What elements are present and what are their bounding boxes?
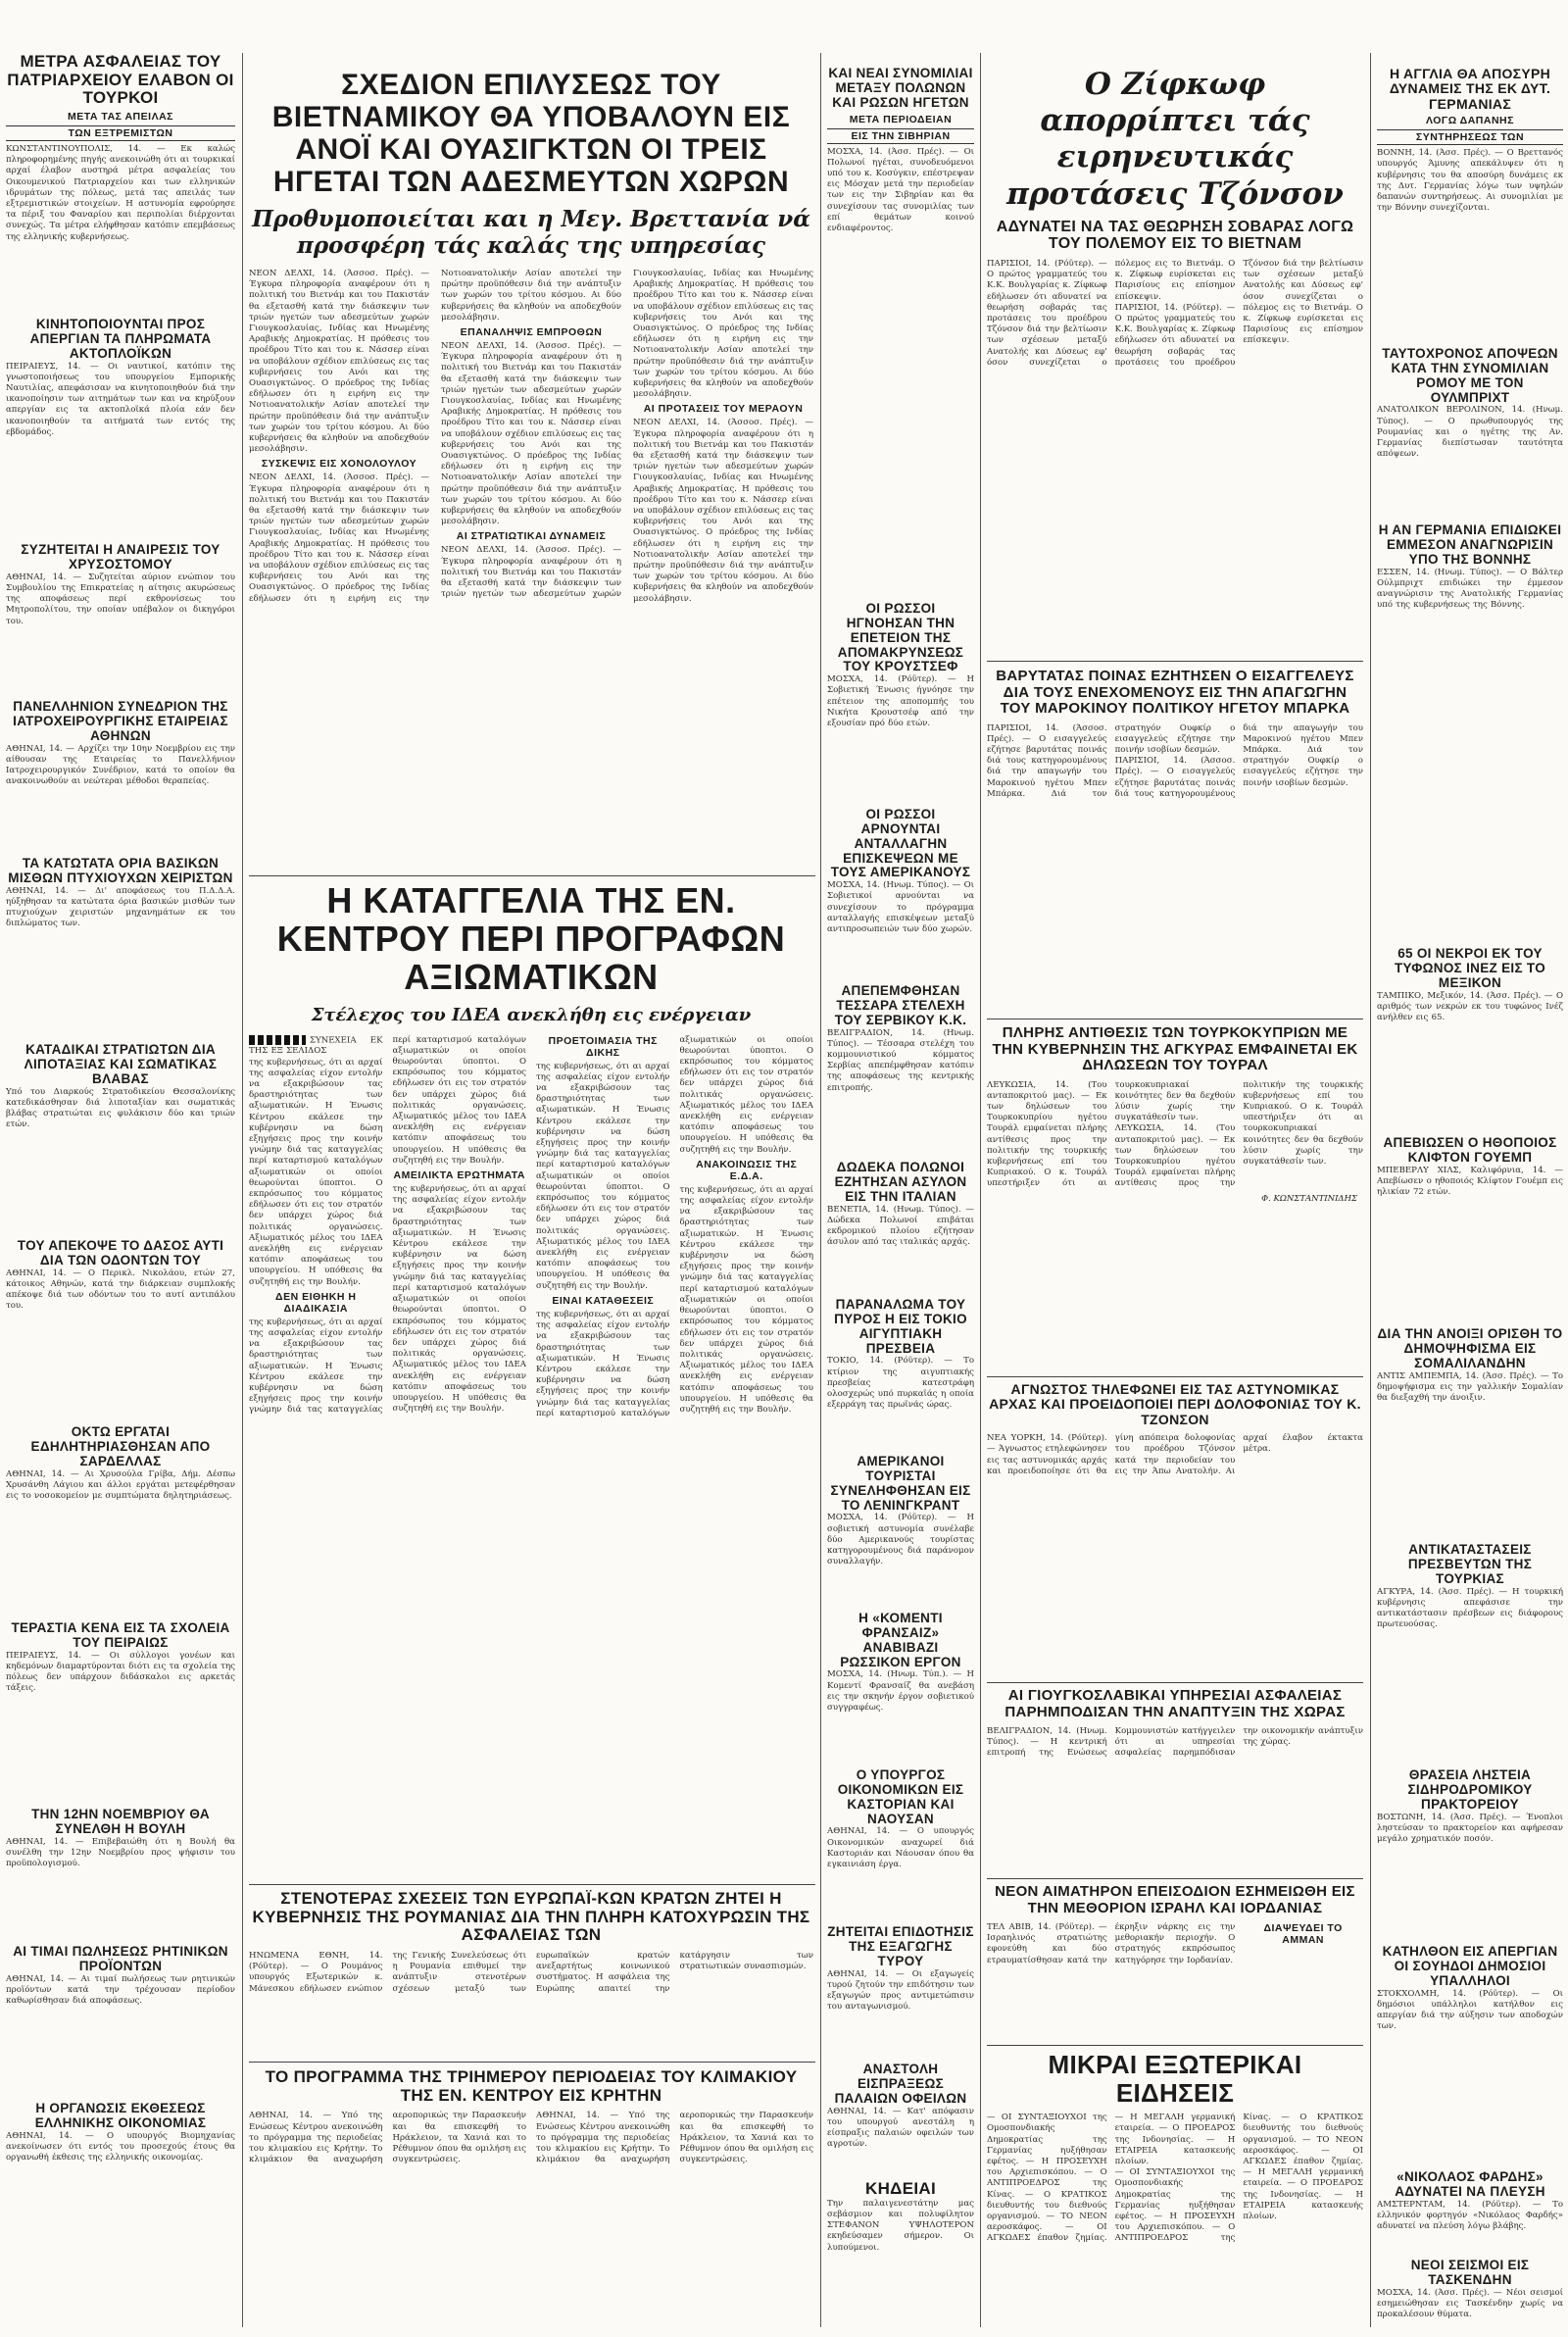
section-rule bbox=[249, 2062, 815, 2063]
section-rule bbox=[987, 2045, 1363, 2046]
subhead: ΔΙΑΨΕΥΔΕΙ ΤΟ ΑΜΜΑΝ bbox=[1263, 1922, 1343, 1946]
story-body: ΑΘΗΝΑΙ, 14. — Αι τιμαί πωλήσεως των ρητινικών προϊόντων κατά την τρέχουσαν περίοδον καθωρίσθησαν διά αποφάσεως. bbox=[6, 1973, 235, 2007]
column-rule bbox=[820, 53, 821, 2327]
story-body: ΑΘΗΝΑΙ, 14. — Αι Χρυσούλα Γρίβα, Δήμ. Δέσπω Χρυσάνθη Λάγιου και άλλοι εργάται μετεφέρθησαν εις το νοσοκομείον με συμπτώματα δηλητηριάσεως. bbox=[6, 1468, 235, 1501]
story-chrysostomos bbox=[6, 543, 235, 690]
headline: ΑΠΕΒΙΩΣΕΝ Ο ΗΘΟΠΟΙΟΣ ΚΛΙΦΤΟΝ ΓΟΥΕΜΠ bbox=[1383, 1136, 1557, 1165]
story-patriarchate bbox=[6, 53, 235, 308]
headline: ΑΜΕΡΙΚΑΝΟΙ ΤΟΥΡΙΣΤΑΙ ΣΥΝΕΛΗΦΘΗΣΑΝ ΕΙΣ ΤΟ ΛΕΝΙΝΓΚΡΑΝΤ bbox=[830, 1455, 971, 1513]
subhead: ΕΙΝΑΙ ΚΑΤΑΘΕΣΕΙΣ bbox=[552, 1294, 655, 1307]
story-body: ΜΟΣΧΑ, 14. (Ρόϋτερ). — Η σοβιετική αστυνομία συνέλαβε δύο Αμερικανούς τουρίστας κατηγορουμένους διά παράνομον συναλλαγήν. bbox=[827, 1513, 974, 1567]
headline: ΚΑΤΑΔΙΚΑΙ ΣΤΡΑΤΙΩΤΩΝ ΔΙΑ ΛΙΠΟΤΑΞΙΑΣ ΚΑΙ ΣΩΜΑΤΙΚΑΣ ΒΛΑΒΑΣ bbox=[24, 1043, 218, 1086]
kicker: ΣΥΝΤΗΡΗΣΕΩΣ ΤΩΝ bbox=[1377, 129, 1563, 145]
story-body: ΝΕΟΝ ΔΕΛΧΙ, 14. (Άσσοσ. Πρές). — Έγκυρα πληροφορία αναφέρουν ότι η πολιτική του Βιετνάμ και του Πακιστάν θα εξετασθή κατά την διάσκεψιν των τριών ηγετών των αδεσμεύτων χωρών Γιουγκοσλαυίας, Ινδίας και Ηνωμένης Αραβικής Δημοκρατίας. Η πρόθεσις του προέδρου Τίτο και του κ. Νάσσερ είναι να υποβάλουν σχέδιον επιλύσεως εις τας κυβερνήσεις του Ανόι και της Ουασιγκτώνος. Ο πρόεδρος της Ινδίας εδήλωσεν ότι η ειρήνη εις την Νοτιοανατολικήν Ασίαν αποτελεί την πρώτην προϋπόθεσιν διά την ανάπτυξιν των χωρών του τρίτου κόσμου. Αι δύο κυβερνήσεις θα κληθούν να αποδεχθούν μεσολάβησιν. bbox=[249, 269, 429, 455]
story-body: της κυβερνήσεως, ότι αι αρχαί της ασφαλείας είχον εντολήν να εξακριβώσουν τας δραστηριότητας των αξιωματικών. Η Ένωσις Κέντρου εκάλεσε την κυβέρνησιν να δώση εξηγήσεις προς την κοινήν γνώμην διά τας καταγγελίας περί καταρτισμού καταλόγων αξιωματικών οι οποίοι θεωρούνται ύποπτοι. Ο εκπρόσωπος του κόμματος εδήλωσεν ότι εις τον στρατόν δεν υπάρχει χώρος διά πολιτικάς οργανώσεις. Αξιωματικός μέλος του ΙΔΕΑ ανεκλήθη εις ενέργειαν κατόπιν αποφάσεως του υπουργείου. Η υπόθεσις θα συζητηθή εις την Βουλήν. bbox=[536, 1034, 813, 1418]
story-body: ΒΕΝΕΤΙΑ, 14. (Ηνωμ. Τύπος). — Δώδεκα Πολωνοί επιβάται εκδρομικού πλοίου εζήτησαν άσυλον από τας ιταλικάς αρχάς. bbox=[827, 1204, 974, 1248]
story-body: ΒΟΝΝΗ, 14. (Άσσ. Πρές). — Ο Βρεττανός υπουργός Άμυνης απεκάλυψεν ότι η κυβέρνησις του θα αποσύρη δυνάμεις εκ της Δυτ. Γερμανίας λόγω των υψηλών δαπανών συντηρήσεως. Αι συνομιλίαι με την Βόννην συνεχίζονται. bbox=[1377, 148, 1563, 214]
story-body: — ΟΙ ΣΥΝΤΑΞΙΟΥΧΟΙ της Ομοσπονδιακής Δημοκρατίας της Γερμανίας ηυξήθησαν εφέτος. — Η ΠΡΟΣΕΥΧΗ του Αρχιεπισκόπου. — Ο ΑΝΤΙΠΡΟΕΔΡΟΣ της Κίνας. — Ο ΚΡΑΤΙΚΟΣ διευθυντής του διεθνούς οργανισμού. — ΤΟ ΝΕΟΝ αεροσκάφος. — ΟΙ ΑΓΚΩΔΕΣ έπαθον ζημίας. — Η ΜΕΓΑΛΗ γερμανική εταιρεία. — Ο ΠΡΟΕΔΡΟΣ της Ινδονησίας. — Η ΕΤΑΙΡΕΙΑ κατασκευής πλοίων. bbox=[1114, 2113, 1363, 2244]
column-rule bbox=[980, 53, 981, 2327]
headline: ΝΕΟΝ ΑΙΜΑΤΗΡΟΝ ΕΠΕΙΣΟΔΙΟΝ ΕΣΗΜΕΙΩΘΗ ΕΙΣ ΤΗΝ ΜΕΘΟΡΙΟΝ ΙΣΡΑΗΛ ΚΑΙ ΙΟΡΔΑΝΙΑΣ bbox=[995, 1884, 1355, 1916]
story-exchange bbox=[827, 808, 974, 974]
headline: ΜΙΚΡΑΙ ΕΞΩΤΕΡΙΚΑΙ ΕΙΔΗΣΕΙΣ bbox=[1048, 2051, 1302, 2108]
headline: ΜΕΤΡΑ ΑΣΦΑΛΕΙΑΣ ΤΟΥ ΠΑΤΡΙΑΡΧΕΙΟΥ ΕΛΑΒΟΝ ΟΙ ΤΟΥΡΚΟΙ bbox=[7, 53, 234, 108]
kicker: ΤΩΝ ΕΞΤΡΕΜΙΣΤΩΝ bbox=[6, 125, 235, 141]
headline: ΑΝΤΙΚΑΤΑΣΤΑΣΕΙΣ ΠΡΕΣΒΕΥΤΩΝ ΤΗΣ ΤΟΥΡΚΙΑΣ bbox=[1407, 1543, 1533, 1586]
story-body: ΝΕΟΝ ΔΕΛΧΙ, 14. (Άσσοσ. Πρές). — Έγκυρα πληροφορία αναφέρουν ότι η πολιτική του Βιετνάμ και του Πακιστάν θα εξετασθή κατά την διάσκεψιν των τριών ηγετών των αδεσμεύτων χωρών Γιουγκοσλαυίας, Ινδίας και Ηνωμένης Αραβικής Δημοκρατίας. Η πρόθεσις του προέδρου Τίτο και του κ. Νάσσερ είναι να υποβάλουν σχέδιον επιλύσεως εις τας κυβερνήσεις του Ανόι και της Ουασιγκτώνος. Ο πρόεδρος της Ινδίας εδήλωσεν ότι η ειρήνη εις την Νοτιοανατολικήν Ασίαν αποτελεί την πρώτην προϋπόθεσιν διά την ανάπτυξιν των χωρών του τρίτου κόσμου. Αι δύο κυβερνήσεις θα κληθούν να αποδεχθούν μεσολάβησιν. bbox=[633, 418, 813, 604]
story-congress bbox=[6, 700, 235, 847]
section-rule bbox=[987, 1682, 1363, 1683]
story-body: της κυβερνήσεως, ότι αι αρχαί της ασφαλείας είχον εντολήν να εξακριβώσουν τας δραστηριότητας των αξιωματικών. Η Ένωσις Κέντρου εκάλεσε την κυβέρνησιν να δώση εξηγήσεις προς την κοινήν γνώμην διά τας καταγγελίας περί καταρτισμού καταλόγων αξιωματικών οι οποίοι θεωρούνται ύποπτοι. Ο εκπρόσωπος του κόμματος εδήλωσεν ότι εις τον στρατόν δεν υπάρχει χώρος διά πολιτικάς οργανώσεις. Αξιωματικός μέλος του ΙΔΕΑ ανεκλήθη εις ενέργειαν κατόπιν αποφάσεως του υπουργείου. Η υπόθεσις θα συζητηθή εις την Βουλήν. bbox=[249, 1057, 383, 1287]
headline: ΤΟ ΠΡΟΓΡΑΜΜΑ ΤΗΣ ΤΡΙΗΜΕΡΟΥ ΠΕΡΙΟΔΕΙΑΣ ΤΟΥ ΚΛΙΜΑΚΙΟΥ ΤΗΣ ΕΝ. ΚΕΝΤΡΟΥ ΕΙΣ ΚΡΗΤΗΝ bbox=[265, 2068, 798, 2105]
story-body: ΛΕΥΚΩΣΙΑ, 14. (Του ανταποκριτού μας). — Εκ των δηλώσεων του Τουρκοκυπρίου ηγέτου Τουράλ εμφαίνεται πλήρης αντίθεσις προς την πολιτικήν της τουρκικής κυβερνήσεως επί του Κυπριακού. Ο κ. Τουράλ υπεστήριξεν ότι αι τουρκοκυπριακαί κοινότητες δεν θα δεχθούν λύσιν χωρίς την συγκατάθεσίν των. bbox=[987, 1079, 1236, 1189]
story-body: ΑΜΣΤΕΡΝΤΑΜ, 14. (Ρόϋτερ). — Το ελληνικόν φορτηγόν «Νικόλαος Φαρδής» αδυνατεί να πλεύση λόγω βλάβης. bbox=[1377, 2199, 1563, 2232]
story-body: της κυβερνήσεως, ότι αι αρχαί της ασφαλείας είχον εντολήν να εξακριβώσουν τας δραστηριότητας των αξιωματικών. Η Ένωσις Κέντρου εκάλεσε την κυβέρνησιν να δώση εξηγήσεις προς την κοινήν γνώμην διά τας καταγγελίας περί καταρτισμού καταλόγων αξιωματικών οι οποίοι θεωρούνται ύποπτοι. Ο εκπρόσωπος του κόμματος εδήλωσεν ότι εις τον στρατόν δεν υπάρχει χώρος διά πολιτικάς οργανώσεις. Αξιωματικός μέλος του ΙΔΕΑ ανεκλήθη εις ενέργειαν κατόπιν αποφάσεως του υπουργείου. Η υπόθεσις θα συζητηθή εις την Βουλήν. bbox=[249, 1034, 526, 1416]
byline: Φ. ΚΩΝΣΤΑΝΤΙΝΙΔΗΣ bbox=[1261, 1193, 1357, 1204]
headline: ΑΙ ΤΙΜΑΙ ΠΩΛΗΣΕΩΣ ΡΗΤΙΝΙΚΩΝ ΠΡΟΪΟΝΤΩΝ bbox=[13, 1945, 228, 1973]
subhead: ΑΙ ΣΤΡΑΤΙΩΤΙΚΑΙ ΔΥΝΑΜΕΙΣ bbox=[456, 530, 607, 543]
story-body: ΑΘΗΝΑΙ, 14. — Υπό της Ενώσεως Κέντρου ανεκοινώθη το πρόγραμμα της περιοδείας του κλιμακίου εις Κρήτην. Το κλιμάκιον θα αναχωρήση αεροπορικώς την Παρασκευήν και θα επισκεφθή το Ηράκλειον, τα Χανιά και το Ρέθυμνον όπου θα ομιλήση εις συγκεντρώσεις. bbox=[249, 2111, 526, 2165]
story-body: ΑΘΗΝΑΙ, 14. — Οι εξαγωγείς τυρού ζητούν την επιδότησιν των εξαγωγών προς αντιμετώπισιν του ανταγωνισμού. bbox=[827, 1968, 974, 2013]
story-funerals bbox=[827, 2180, 974, 2327]
kicker: ΜΕΤΑ ΠΕΡΙΟΔΕΙΑΝ bbox=[849, 113, 953, 125]
subhead: ΑΙ ΠΡΟΤΑΣΕΙΣ ΤΟΥ ΜΕΡΑΟΥΝ bbox=[643, 403, 804, 416]
story-body: ΝΕΟΝ ΔΕΛΧΙ, 14. (Άσσοσ. Πρές). — Έγκυρα πληροφορία αναφέρουν ότι η πολιτική του Βιετνάμ και του Πακιστάν θα εξετασθή κατά την διάσκεψιν των τριών ηγετών των αδεσμεύτων χωρών Γιουγκοσλαυίας, Ινδίας και Ηνωμένης Αραβικής Δημοκρατίας. Η πρόθεσις του προέδρου Τίτο και του κ. Νάσσερ είναι να υποβάλουν σχέδιον επιλύσεως εις τας κυβερνήσεις του Ανόι και της Ουασιγκτώνος. Ο πρόεδρος της Ινδίας εδήλωσεν ότι η ειρήνη εις την Νοτιοανατολικήν Ασίαν αποτελεί την πρώτην προϋπόθεσιν διά την ανάπτυξιν των χωρών του τρίτου κόσμου. Αι δύο κυβερνήσεις θα κληθούν να αποδεχθούν μεσολάβησιν. bbox=[441, 269, 813, 600]
headline: ΠΑΝΕΛΛΗΝΙΟΝ ΣΥΝΕΔΡΙΟΝ ΤΗΣ ΙΑΤΡΟΧΕΙΡΟΥΡΓΙΚΗΣ ΕΤΑΙΡΕΙΑΣ ΑΘΗΝΩΝ bbox=[13, 700, 228, 743]
story-schools bbox=[6, 1621, 235, 1798]
story-body: ΠΑΡΙΣΙΟΙ, 14. (Άσσοσ. Πρές). — Ο εισαγγελεύς εζήτησε βαρυτάτας ποινάς διά τους κατηγορουμένους διά την απαγωγήν του Μαροκινού ηγέτου Μπεν Μπάρκα. Διά τον στρατηγόν Ουφκίρ ο εισαγγελεύς εζήτησε την ποινήν ισοβίων δεσμών. bbox=[987, 722, 1236, 799]
story-finance-minister bbox=[827, 1768, 974, 1915]
headline: ΤΗΝ 12ΗΝ ΝΟΕΜΒΡΙΟΥ ΘΑ ΣΥΝΕΛΘΗ Η ΒΟΥΛΗ bbox=[31, 1808, 210, 1836]
column-right-briefs bbox=[1377, 53, 1563, 2327]
headline: Η ΑΓΓΛΙΑ ΘΑ ΑΠΟΣΥΡΗ ΔΥΝΑΜΕΙΣ ΤΗΣ ΕΚ ΔΥΤ. ΓΕΡΜΑΝΙΑΣ bbox=[1389, 67, 1551, 112]
headline: Η ΑΝ ΓΕΡΜΑΝΙΑ ΕΠΙΔΙΩΚΕΙ ΕΜΜΕΣΟΝ ΑΝΑΓΝΩΡΙΣΙΝ ΥΠΟ ΤΗΣ ΒΟΝΝΗΣ bbox=[1378, 523, 1562, 567]
column-left-briefs bbox=[6, 53, 235, 2327]
headline: Ο Ζίφκωφ απορρίπτει τάς ειρηνευτικάς προτάσεις Τζόνσον bbox=[1006, 67, 1344, 212]
story-body: ΤΟΚΙΟ, 14. (Ρόϋτερ). — Το κτίριον της αιγυπτιακής πρεσβείας κατεστράφη ολοσχερώς υπό πυρκαϊάς η οποία εξερράγη τας πρωϊνάς ώρας. bbox=[827, 1356, 974, 1411]
story-debts bbox=[827, 2063, 974, 2170]
story-body: ΜΟΣΧΑ, 14. (Ρόϋτερ). — Η Σοβιετική Ένωσις ήγνόησε την επέτειον της αποπομπής του Νικήτα Κρουστσέφ από την εξουσίαν πρό δύο ετών. bbox=[827, 674, 974, 729]
story-exhibition bbox=[6, 2102, 235, 2327]
story-poisoning bbox=[6, 1425, 235, 1612]
headline: Η ΚΑΤΑΓΓΕΛΙΑ ΤΗΣ ΕΝ. ΚΕΝΤΡΟΥ ΠΕΡΙ ΠΡΟΓΡΑΦΩΝ ΑΞΙΩΜΑΤΙΚΩΝ bbox=[276, 882, 786, 997]
subhead: ΕΠΑΝΑΛΗΨΙΣ ΕΜΠΡΟΘΩΝ bbox=[460, 326, 603, 339]
story-lead: ΣΥΝΕΧΕΙΑ ΕΚ ΤΗΣ ΕΞ ΣΕΛΙΔΟΣ bbox=[249, 1035, 383, 1057]
headline: ΤΑΥΤΟΧΡΟΝΟΣ ΑΠΟΨΕΩΝ ΚΑΤΑ ΤΗΝ ΣΥΝΟΜΙΛΙΑΝ ΡΟΜΟΥ ΜΕ ΤΟΝ ΟΥΛΜΠΡΙΧΤ bbox=[1382, 347, 1558, 405]
story-poles-asylum bbox=[827, 1161, 974, 1288]
story-wages bbox=[6, 857, 235, 1033]
story-foreign-briefs bbox=[987, 2051, 1363, 2327]
story-body: ΑΓΚΥΡΑ, 14. (Άσσ. Πρές). — Η τουρκική κυβέρνησις απεφάσισε την αντικατάστασιν πρέσβεων εις διάφορους πρωτευούσας. bbox=[1377, 1586, 1563, 1630]
story-clifton-webb bbox=[1377, 1136, 1563, 1313]
story-body: ΣΤΟΚΧΟΛΜΗ, 14. (Ρόϋτερ). — Οι δημόσιοι υπάλληλοι κατήλθον εις απεργίαν διά την αύξησιν των αποδοχών των. bbox=[1377, 1988, 1563, 2032]
headline: ΤΟΥ ΑΠΕΚΟΨΕ ΤΟ ΔΑΣΟΣ ΑΥΤΙ ΔΙΑ ΤΩΝ ΟΔΟΝΤΩΝ ΤΟΥ bbox=[17, 1239, 224, 1268]
story-earthquake bbox=[1377, 2259, 1563, 2327]
headline: ΣΥΖΗΤΕΙΤΑΙ Η ΑΝΑΙΡΕΣΙΣ ΤΟΥ ΧΡΥΣΟΣΤΟΜΟΥ bbox=[21, 543, 220, 572]
story-body: ΑΘΗΝΑΙ, 14. — Αρχίζει την 10ην Νοεμβρίου εις την αίθουσαν της Εταιρείας το Πανελλήνιον Ιατροχειρουργικόν Συνέδριον, κατά το οποίον θα ανακοινωθούν αι νεώτεραι μέθοδοι θεραπείας. bbox=[6, 743, 235, 787]
story-court-martial bbox=[6, 1043, 235, 1229]
headline: ΑΓΝΩΣΤΟΣ ΤΗΛΕΦΩΝΕΙ ΕΙΣ ΤΑΣ ΑΣΤΥΝΟΜΙΚΑΣ ΑΡΧΑΣ ΚΑΙ ΠΡΟΕΙΔΟΠΟΙΕΙ ΠΕΡΙ ΔΟΛΟΦΟΝΙΑΣ ΤΟΥ Κ. ΤΖΟΝΣΟΝ bbox=[989, 1382, 1361, 1427]
kicker: ΛΟΓΩ ΔΑΠΑΝΗΣ bbox=[1426, 115, 1514, 127]
story-body: ΠΑΡΙΣΙΟΙ, 14. (Ρόϋτερ). — Ο πρώτος γραμματεύς του Κ.Κ. Βουλγαρίας κ. Ζίφκωφ εδήλωσεν ότι αδυνατεί να θεωρήση σοβαράς τας προτάσεις του προέδρου Τζόνσον διά την βελτίωσιν των σχέσεων μεταξύ Ανατολής και Δύσεως εφ' όσον συνεχίζεται ο πόλεμος εις το Βιετνάμ. Ο κ. Ζίφκωφ ευρίσκεται εις Παρισίους εις επίσημον επίσκεψιν. bbox=[987, 258, 1236, 368]
headline: ΠΑΡΑΝΑΛΩΜΑ ΤΟΥ ΠΥΡΟΣ Η ΕΙΣ ΤΟΚΙΟ ΑΙΓΥΠΤΙΑΚΗ ΠΡΕΣΒΕΙΑ bbox=[834, 1298, 967, 1356]
story-body: ΑΘΗΝΑΙ, 14. — Κατ' απόφασιν του υπουργού ανεστάλη η είσπραξις παλαιών οφειλών των αγροτών. bbox=[827, 2106, 974, 2150]
headline: ΑΠΕΠΕΜΦΘΗΣΑΝ ΤΕΣΣΑΡΑ ΣΤΕΛΕΧΗ ΤΟΥ ΣΕΡΒΙΚΟΥ Κ.Κ. bbox=[834, 984, 967, 1027]
headline: ΔΙΑ ΤΗΝ ΑΝΟΙΞΙ ΟΡΙΣΘΗ ΤΟ ΔΗΜΟΨΗΦΙΣΜΑ ΕΙΣ ΣΟΜΑΛΙΛΑΝΔΗΝ bbox=[1377, 1327, 1563, 1370]
headline: ΝΕΟΙ ΣΕΙΣΜΟΙ ΕΙΣ ΤΑΣΚΕΝΔΗΝ bbox=[1410, 2259, 1530, 2287]
story-center-union bbox=[249, 882, 813, 1882]
story-swedish-strike bbox=[1377, 1945, 1563, 2141]
headline: ΔΩΔΕΚΑ ΠΟΛΩΝΟΙ ΕΖΗΤΗΣΑΝ ΑΣΥΛΟΝ ΕΙΣ ΤΗΝ ΙΤΑΛΙΑΝ bbox=[834, 1161, 967, 1204]
story-body: ΚΩΝΣΤΑΝΤΙΝΟΥΠΟΛΙΣ, 14. — Εκ καλώς πληροφορημένης πηγής ανεκοινώθη ότι αι τουρκικαί αρχαί έλαβον αυστηρά μέτρα ασφαλείας του Οικουμενικού Πατριαρχείου και των ελληνικών ιδρυμάτων της πόλεως, μετά τας απειλάς των εξτρεμιστικών στοιχείων. Η αστυνομία εφρούρησε τα πέριξ του Φαναρίου και περιπολίαι διέρχονται συνεχώς. Τα μέτρα ελήφθησαν κατόπιν επεμβάσεως της ελληνικής κυβερνήσεως. bbox=[6, 144, 235, 242]
story-ben-barka bbox=[987, 669, 1363, 1012]
headline: ΒΑΡΥΤΑΤΑΣ ΠΟΙΝΑΣ ΕΖΗΤΗΣΕΝ Ο ΕΙΣΑΓΓΕΛΕΥΣ ΔΙΑ ΤΟΥΣ ΕΝΕΧΟΜΕΝΟΥΣ ΕΙΣ ΤΗΝ ΑΠΑΓΩΓΗΝ ΤΟΥ ΜΑΡΟΚΙΝΟΥ ΠΟΛΙΤΙΚΟΥ ΗΓΕΤΟΥ ΜΠΑΡΚΑ bbox=[996, 669, 1354, 717]
headline: «ΝΙΚΟΛΑΟΣ ΦΑΡΔΗΣ» ΑΔΥΝΑΤΕΙ ΝΑ ΠΛΕΥΣΗ bbox=[1395, 2170, 1545, 2199]
story-body: ΜΠΕΒΕΡΛΥ ΧΙΛΣ, Καλιφόρνια, 14. — Απεβίωσεν ο ηθοποιός Κλίφτον Γουέμπ εις ηλικίαν 72 ετών. bbox=[1377, 1165, 1563, 1198]
column-rule bbox=[1370, 53, 1371, 2327]
headline: ΣΧΕΔΙΟΝ ΕΠΙΛΥΣΕΩΣ ΤΟΥ ΒΙΕΤΝΑΜΙΚΟΥ ΘΑ ΥΠΟΒΑΛΟΥΝ ΕΙΣ ΑΝΟΪ ΚΑΙ ΟΥΑΣΙΓΚΤΩΝ ΟΙ ΤΡΕΙΣ ΗΓΕΤΑΙ ΤΩΝ ΑΔΕΣΜΕΥΤΩΝ ΧΩΡΩΝ bbox=[271, 69, 791, 198]
subhead: ΑΜΕΙΛΙΚΤΑ ΕΡΩΤΗΜΑΤΑ bbox=[393, 1169, 525, 1182]
subheadline: Στέλεχος του ΙΔΕΑ ανεκλήθη εις ενέργειαν bbox=[311, 1004, 752, 1025]
story-leningrad bbox=[827, 1455, 974, 1602]
headline: ΖΗΤΕΙΤΑΙ ΕΠΙΔΟΤΗΣΙΣ ΤΗΣ ΕΞΑΓΩΓΗΣ ΤΥΡΟΥ bbox=[827, 1925, 974, 1968]
story-body: ΜΟΣΧΑ, 14. (Άσσ. Πρές). — Νέοι σεισμοί εσημειώθησαν εις Τασκένδην χωρίς να προκαλέσουν θύματα. bbox=[1377, 2287, 1563, 2320]
story-body: ΒΕΛΙΓΡΑΔΙΟΝ, 14. (Ηνωμ. Τύπος). — Τέσσαρα στελέχη του κομμουνιστικού κόμματος Σερβίας απεπέμφθησαν κατόπιν της αποφάσεως της κεντρικής επιτροπής. bbox=[827, 1027, 974, 1093]
story-israel-jordan bbox=[987, 1884, 1363, 2041]
story-body: ΝΕΟΝ ΔΕΛΧΙ, 14. (Άσσοσ. Πρές). — Έγκυρα πληροφορία αναφέρουν ότι η πολιτική του Βιετνάμ και του Πακιστάν θα εξετασθή κατά την διάσκεψιν των τριών ηγετών των αδεσμεύτων χωρών Γιουγκοσλαυίας, Ινδίας και Ηνωμένης Αραβικής Δημοκρατίας. Η πρόθεσις του προέδρου Τίτο και του κ. Νάσσερ είναι να υποβάλουν σχέδιον επιλύσεως εις τας κυβερνήσεις του Ανόι και της Ουασιγκτώνος. Ο πρόεδρος της Ινδίας εδήλωσεν ότι η ειρήνη εις την Νοτιοανατολικήν Ασίαν αποτελεί την πρώτην προϋπόθεσιν διά την ανάπτυξιν των χωρών του τρίτου κόσμου. Αι δύο κυβερνήσεις θα κληθούν να αποδεχθούν μεσολάβησιν. bbox=[441, 341, 621, 527]
story-east-germany bbox=[1377, 523, 1563, 720]
headline: ΠΛΗΡΗΣ ΑΝΤΙΘΕΣΙΣ ΤΩΝ ΤΟΥΡΚΟΚΥΠΡΙΩΝ ΜΕ ΤΗΝ ΚΥΒΕΡΝΗΣΙΝ ΤΗΣ ΑΓΚΥΡΑΣ ΕΜΦΑΙΝΕΤΑΙ ΕΚ ΔΗΛΩΣΕΩΝ ΤΟΥ ΤΟΥΡΑΛ bbox=[992, 1025, 1358, 1073]
story-body: ΑΘΗΝΑΙ, 14. — Συζητείται αύριον ενώπιον του Συμβουλίου της Επικρατείας η αίτησις ακυρώσεως της αποφάσεως περί εκθρονίσεως του Μητροπολίτου, την οποίαν υπέβαλον οι δικηγόροι του. bbox=[6, 572, 235, 626]
section-rule bbox=[987, 661, 1363, 662]
headline: ΤΕΡΑΣΤΙΑ ΚΕΝΑ ΕΙΣ ΤΑ ΣΧΟΛΕΙΑ ΤΟΥ ΠΕΙΡΑΙΩΣ bbox=[11, 1621, 230, 1650]
story-body: της κυβερνήσεως, ότι αι αρχαί της ασφαλείας είχον εντολήν να εξακριβώσουν τας δραστηριότητας των αξιωματικών. Η Ένωσις Κέντρου εκάλεσε την κυβέρνησιν να δώση εξηγήσεις προς την κοινήν γνώμην διά τας καταγγελίας περί καταρτισμού καταλόγων αξιωματικών οι οποίοι θεωρούνται ύποπτοι. Ο εκπρόσωπος του κόμματος εδήλωσεν ότι εις τον στρατόν δεν υπάρχει χώρος διά πολιτικάς οργανώσεις. Αξιωματικός μέλος του ΙΔΕΑ ανεκλήθη εις ενέργειαν κατόπιν αποφάσεως του υπουργείου. Η υπόθεσις θα συζητηθή εις την Βουλήν. bbox=[536, 1061, 670, 1291]
story-body: ΑΘΗΝΑΙ, 14. — Ο υπουργός Βιομηχανίας ανεκοίνωσεν ότι εντός του προσεχούς έτους θα οργανωθή έκθεσις της ελληνικής οικονομίας. bbox=[6, 2130, 235, 2163]
kicker: ΕΙΣ ΤΗΝ ΣΙΒΗΡΙΑΝ bbox=[827, 128, 974, 144]
story-polish-soviet bbox=[827, 67, 974, 331]
story-comedie bbox=[827, 1612, 974, 1759]
story-turkish-cypriots bbox=[987, 1025, 1363, 1368]
headline: ΚΗΔΕΙΑΙ bbox=[865, 2180, 936, 2198]
story-somaliland bbox=[1377, 1327, 1563, 1523]
headline: 65 ΟΙ ΝΕΚΡΟΙ ΕΚ ΤΟΥ ΤΥΦΩΝΟΣ ΙΝΕΖ ΕΙΣ ΤΟ ΜΕΞΙΚΟΝ bbox=[1394, 947, 1546, 990]
story-robbery bbox=[1377, 1768, 1563, 1925]
story-body: Την παλαιγενεστάτην μας σεβάσμιον και πολυφίλητον ΣΤΕΦΑΝΟΝ ΥΨΗΛΟΤΕΡΟΝ εκηδεύσαμεν σήμερον. Οι λυπούμενοι. bbox=[827, 2198, 974, 2253]
subhead: ΔΕΝ ΕΙΘΗΚΗ Η ΔΙΑΔΙΚΑΣΙΑ bbox=[275, 1290, 357, 1315]
story-vietnam bbox=[249, 69, 813, 872]
kicker: ΜΕΤΑ ΤΑΣ ΑΠΕΙΛΑΣ bbox=[68, 111, 173, 124]
story-body: ΑΘΗΝΑΙ, 14. — Ο υπουργός Οικονομικών αναχωρεί διά Καστοριάν και Νάουσαν όπου θα εγκαινιάση έργα. bbox=[827, 1826, 974, 1869]
headline: ΑΙ ΓΙΟΥΓΚΟΣΛΑΒΙΚΑΙ ΥΠΗΡΕΣΙΑΙ ΑΣΦΑΛΕΙΑΣ ΠΑΡΗΜΠΟΔΙΣΑΝ ΤΗΝ ΑΝΑΠΤΥΞΙΝ ΤΗΣ ΧΩΡΑΣ bbox=[1004, 1688, 1346, 1720]
section-rule bbox=[987, 1878, 1363, 1879]
story-body: ΑΝΤΙΣ ΑΜΠΕΜΠΑ, 14. (Άσσ. Πρές). — Το δημοψήφισμα εις την γαλλικήν Σομαλίαν θα διεξαχθή την άνοιξιν. bbox=[1377, 1370, 1563, 1403]
story-zhivkov bbox=[987, 67, 1363, 655]
story-tokyo-fire bbox=[827, 1298, 974, 1445]
story-body: ΑΘΗΝΑΙ, 14. — Ο Περικλ. Νικολάου, ετών 27, κάτοικος Αθηνών, κατά την διάρκειαν συμπλοκής απέκοψε διά των οδόντων του το αυτί αντιπάλου του. bbox=[6, 1268, 235, 1312]
story-ulbricht bbox=[1377, 347, 1563, 504]
story-ear-bite bbox=[6, 1239, 235, 1416]
dropcap-ornament bbox=[249, 1035, 306, 1045]
story-ambassadors bbox=[1377, 1543, 1563, 1739]
story-ferry-strike bbox=[6, 318, 235, 533]
story-uk-troops bbox=[1377, 67, 1563, 331]
story-body: ΠΕΙΡΑΙΕΥΣ, 14. — Οι ναυτικοί, κατόπιν της γνωστοποιήσεως του υπουργείου Εμπορικής Ναυτιλίας, απεφάσισαν να κινητοποιηθούν διά την ικανοποίησιν των αιτημάτων των και να κηρύξουν απεργίαν εις τα ακτοπλοϊκά πλοία εάν δεν ικανοποιηθούν τα αιτήματά των εντός της εβδομάδος. bbox=[6, 361, 235, 437]
story-body: ΜΟΣΧΑ, 14. (Ηνωμ. Τύπ.). — Η Κομεντί Φρανσαίζ θα ανεβάση εις την σκηνήν έργον σοβιετικού συγγραφέως. bbox=[827, 1669, 974, 1713]
story-body: ΜΟΣΧΑ, 14. (Ηνωμ. Τύπος). — Οι Σοβιετικοί αρνούνται να συνεχίσουν το πρόγραμμα ανταλλαγής επισκέψεων μεταξύ αντιπροσωπειών των δύο χωρών. bbox=[827, 880, 974, 935]
story-body: της κυβερνήσεως, ότι αι αρχαί της ασφαλείας είχον εντολήν να εξακριβώσουν τας δραστηριότητας των αξιωματικών. Η Ένωσις Κέντρου εκάλεσε την κυβέρνησιν να δώση εξηγήσεις προς την κοινήν γνώμην διά τας καταγγελίας περί καταρτισμού καταλόγων αξιωματικών οι οποίοι θεωρούνται ύποπτοι. Ο εκπρόσωπος του κόμματος εδήλωσεν ότι εις τον στρατόν δεν υπάρχει χώρος διά πολιτικάς οργανώσεις. Αξιωματικός μέλος του ΙΔΕΑ ανεκλήθη εις ενέργειαν κατόπιν αποφάσεως του υπουργείου. Η υπόθεσις θα συζητηθή εις την Βουλήν. bbox=[392, 1184, 526, 1415]
headline: ΟΙ ΡΩΣΣΟΙ ΑΡΝΟΥΝΤΑΙ ΑΝΤΑΛΛΑΓΗΝ ΕΠΙΣΚΕΨΕΩΝ ΜΕ ΤΟΥΣ ΑΜΕΡΙΚΑΝΟΥΣ bbox=[830, 808, 971, 880]
column-rule bbox=[242, 53, 243, 2327]
story-romania bbox=[249, 1890, 813, 2057]
story-body: ΑΝΑΤΟΛΙΚΟΝ ΒΕΡΟΛΙΝΟΝ, 14. (Ηνωμ. Τύπος). — Ο πρωθυπουργός της Ρουμανίας και ο ηγέτης της Αν. Γερμανίας διεπίστωσαν ταυτότητα απόψεων. bbox=[1377, 405, 1563, 460]
story-yugoslav-security bbox=[987, 1688, 1363, 1874]
column-foreign-briefs bbox=[827, 53, 974, 2327]
story-body: ΝΕΑ ΥΟΡΚΗ, 14. (Ρόϋτερ). — Άγνωστος ετηλεφώνησεν εις τας αστυνομικάς αρχάς και προειδοποίησε ότι θα γίνη απόπειρα δολοφονίας του προέδρου Τζόνσον κατά την περιοδείαν του εις την Άπω Ανατολήν. Αι αρχαί έλαβον έκτακτα μέτρα. bbox=[987, 1433, 1363, 1476]
story-khrushchev bbox=[827, 602, 974, 798]
story-cheese bbox=[827, 1925, 974, 2053]
story-body: ΑΘΗΝΑΙ, 14. — Δι' αποφάσεως του Π.Δ.Δ.Α. ηύξηθησαν τα κατώτατα όρια βασικών μισθών των πτυχιούχων χειριστών μηχανημάτων εκ του διπλώματος των. bbox=[6, 885, 235, 929]
section-rule bbox=[249, 875, 815, 876]
story-body: ΑΘΗΝΑΙ, 14. — Υπό της Ενώσεως Κέντρου ανεκοινώθη το πρόγραμμα της περιοδείας του κλιμακίου εις Κρήτην. Το κλιμάκιον θα αναχωρήση αεροπορικώς την Παρασκευήν και θα επισκεφθή το Ηράκλειον, τα Χανιά και το Ρέθυμνον όπου θα ομιλήση εις συγκεντρώσεις. bbox=[536, 2111, 813, 2165]
story-resin bbox=[6, 1945, 235, 2092]
story-johnson-threat bbox=[987, 1382, 1363, 1676]
headline: Η «ΚΟΜΕΝΤΙ ΦΡΑΝΣΑΙΖ» ΑΝΑΒΙΒΑΖΙ ΡΩΣΣΙΚΟΝ ΕΡΓΟΝ bbox=[840, 1612, 961, 1669]
subhead: ΣΥΣΚΕΨΙΣ ΕΙΣ ΧΟΝΟΛΟΥΛΟΥ bbox=[261, 458, 417, 471]
headline: ΣΤΕΝΟΤΕΡΑΣ ΣΧΕΣΕΙΣ ΤΩΝ ΕΥΡΩΠΑΪ-ΚΩΝ ΚΡΑΤΩΝ ΖΗΤΕΙ Η ΚΥΒΕΡΝΗΣΙΣ ΤΗΣ ΡΟΥΜΑΝΙΑΣ ΔΙΑ ΤΗΝ ΠΛΗΡΗ ΚΑΤΟΧΥΡΩΣΙΝ ΤΗΣ ΑΣΦΑΛΕΙΑΣ ΤΩΝ bbox=[252, 1890, 810, 1945]
story-body: ΤΕΛ ΑΒΙΒ, 14. (Ρόϋτερ). — Ισραηλινός στρατιώτης εφονεύθη και δύο ετραυματίσθησαν κατά την έκρηξιν νάρκης εις την μεθοριακήν περιοχήν. Ο στρατηγός εκπρόσωπος κατηγόρησε την Ιορδανίαν. bbox=[987, 1922, 1236, 1965]
story-crete-tour bbox=[249, 2068, 813, 2333]
story-parliament bbox=[6, 1808, 235, 1935]
story-body: — ΟΙ ΣΥΝΤΑΞΙΟΥΧΟΙ της Ομοσπονδιακής Δημοκρατίας της Γερμανίας ηυξήθησαν εφέτος. — Η ΠΡΟΣΕΥΧΗ του Αρχιεπισκόπου. — Ο ΑΝΤΙΠΡΟΕΔΡΟΣ της Κίνας. — Ο ΚΡΑΤΙΚΟΣ διευθυντής του διεθνούς οργανισμού. — ΤΟ ΝΕΟΝ αεροσκάφος. — ΟΙ ΑΓΚΩΔΕΣ έπαθον ζημίας. — Η ΜΕΓΑΛΗ γερμανική εταιρεία. — Ο ΠΡΟΕΔΡΟΣ της Ινδονησίας. — Η ΕΤΑΙΡΕΙΑ κατασκευής πλοίων. bbox=[987, 2113, 1236, 2244]
headline: Η ΟΡΓΑΝΩΣΙΣ ΕΚΘΕΣΕΩΣ ΕΛΛΗΝΙΚΗΣ ΟΙΚΟΝΟΜΙΑΣ bbox=[34, 2102, 207, 2130]
section-rule bbox=[987, 1376, 1363, 1377]
story-body: ΗΝΩΜΕΝΑ ΕΘΝΗ, 14. (Ρόϋτερ). — Ο Ρουμάνος υπουργός Εξωτερικών κ. Μάνεσκου εδήλωσεν ενώπιον της Γενικής Συνελεύσεως ότι η Ρουμανία επιθυμεί την ανάπτυξιν στενοτέρων σχέσεων μεταξύ των ευρωπαϊκών κρατών ανεξαρτήτως κοινωνικού συστήματος. Η ασφάλεια της Ευρώπης απαιτεί την κατάργησιν των στρατιωτικών συνασπισμών. bbox=[249, 1951, 813, 1994]
headline: Ο ΥΠΟΥΡΓΟΣ ΟΙΚΟΝΟΜΙΚΩΝ ΕΙΣ ΚΑΣΤΟΡΙΑΝ ΚΑΙ ΝΑΟΥΣΑΝ bbox=[837, 1768, 964, 1826]
story-body: ΒΟΣΤΩΝΗ, 14. (Άσσ. Πρές). — Ένοπλοι ληστεύσαν το πρακτορείον και αφήρεσαν μεγάλο χρηματικόν ποσόν. bbox=[1377, 1812, 1563, 1844]
headline: ΟΚΤΩ ΕΡΓΑΤΑΙ ΕΔΗΛΗΤΗΡΙΑΣΘΗΣΑΝ ΑΠΟ ΣΑΡΔΕΛΛΑΣ bbox=[30, 1425, 211, 1468]
story-serbian-cp bbox=[827, 984, 974, 1151]
story-body: ΠΕΙΡΑΙΕΥΣ, 14. — Οι σύλλογοι γονέων και κηδεμόνων διαμαρτύρονται διότι εις τα σχολεία της πόλεως δεν υπάρχουν διδάσκαλοι εις αρκετάς τάξεις. bbox=[6, 1650, 235, 1694]
subhead: ΑΝΑΚΟΙΝΩΣΙΣ ΤΗΣ Ε.Δ.Α. bbox=[696, 1158, 798, 1182]
story-body: ΕΣΣΕΝ, 14. (Ηνωμ. Τύπος). — Ο Βάλτερ Ούλμπριχτ επιδιώκει την έμμεσον αναγνώρισιν της Ανατολικής Γερμανίας υπό της κυβερνήσεως της Βόννης. bbox=[1377, 567, 1563, 611]
headline: ΚΙΝΗΤΟΠΟΙΟΥΝΤΑΙ ΠΡΟΣ ΑΠΕΡΓΙΑΝ ΤΑ ΠΛΗΡΩΜΑΤΑ ΑΚΤΟΠΛΟΪΚΩΝ bbox=[29, 318, 212, 361]
story-body: ΒΕΛΙΓΡΑΔΙΟΝ, 14. (Ηνωμ. Τύπος). — Η κεντρική επιτροπή της Ενώσεως Κομμουνιστών κατήγγειλεν ότι αι υπηρεσίαι ασφαλείας παρημπόδισαν την οικονομικήν ανάπτυξιν της χώρας. bbox=[987, 1726, 1363, 1759]
story-body: ΠΑΡΙΣΙΟΙ, 14. (Άσσοσ. Πρές). — Ο εισαγγελεύς εζήτησε βαρυτάτας ποινάς διά τους κατηγορουμένους διά την απαγωγήν του Μαροκινού ηγέτου Μπεν Μπάρκα. Διά τον στρατηγόν Ουφκίρ ο εισαγγελεύς εζήτησε την ποινήν ισοβίων δεσμών. bbox=[1114, 722, 1363, 799]
subheadline: Προθυμοποιείται και η Μεγ. Βρεττανία νά προσφέρη τάς καλάς της υπηρεσίας bbox=[252, 206, 810, 259]
section-rule bbox=[249, 1884, 815, 1885]
story-body: ΑΘΗΝΑΙ, 14. — Επιβεβαιώθη ότι η Βουλή θα συνέλθη την 12ην Νοεμβρίου προς ψήφισιν του προϋπολογισμού. bbox=[6, 1836, 235, 1869]
headline: ΘΡΑΣΕΙΑ ΛΗΣΤΕΙΑ ΣΙΔΗΡΟΔΡΟΜΙΚΟΥ ΠΡΑΚΤΟΡΕΙΟΥ bbox=[1407, 1768, 1533, 1812]
story-body: ΠΑΡΙΣΙΟΙ, 14. (Ρόϋτερ). — Ο πρώτος γραμματεύς του Κ.Κ. Βουλγαρίας κ. Ζίφκωφ εδήλωσεν ότι αδυνατεί να θεωρήση σοβαράς τας προτάσεις του προέδρου Τζόνσον διά την βελτίωσιν των σχέσεων μεταξύ Ανατολής και Δύσεως εφ' όσον συνεχίζεται ο πόλεμος εις το Βιετνάμ. Ο κ. Ζίφκωφ ευρίσκεται εις Παρισίους εις επίσημον επίσκεψιν. bbox=[1114, 258, 1363, 368]
headline: ΚΑΤΗΛΘΟΝ ΕΙΣ ΑΠΕΡΓΙΑΝ ΟΙ ΣΟΥΗΔΟΙ ΔΗΜΟΣΙΟΙ ΥΠΑΛΛΗΛΟΙ bbox=[1382, 1945, 1558, 1988]
story-body: ΜΟΣΧΑ, 14. (Άσσ. Πρές). — Οι Πολωνοί ηγέται, συνοδευόμενοι υπό του κ. Κοσύγκιν, επέστρεψαν εις Μόσχαν μετά την περιοδείαν των εις την Σιβηρίαν και θα συνεχίσουν τας συνομιλίας των επί θεμάτων κοινού ενδιαφέροντος. bbox=[827, 146, 974, 233]
headline: ΚΑΙ ΝΕΑΙ ΣΥΝΟΜΙΛΙΑΙ ΜΕΤΑΞΥ ΠΟΛΩΝΩΝ ΚΑΙ ΡΩΣΩΝ ΗΓΕΤΩΝ bbox=[828, 67, 973, 110]
subhead: ΠΡΟΕΤΟΙΜΑΣΙΑ ΤΗΣ ΔΙΚΗΣ bbox=[548, 1034, 658, 1059]
subheadline: ΑΔΥΝΑΤΕΙ ΝΑ ΤΑΣ ΘΕΩΡΗΣΗ ΣΟΒΑΡΑΣ ΛΟΓΩ ΤΟΥ ΠΟΛΕΜΟΥ ΕΙΣ ΤΟ ΒΙΕΤΝΑΜ bbox=[996, 218, 1354, 253]
headline: ΑΝΑΣΤΟΛΗ ΕΙΣΠΡΑΞΕΩΣ ΠΑΛΑΙΩΝ ΟΦΕΙΛΩΝ bbox=[834, 2063, 967, 2106]
story-ship bbox=[1377, 2170, 1563, 2249]
story-body: της κυβερνήσεως, ότι αι αρχαί της ασφαλείας είχον εντολήν να εξακριβώσουν τας δραστηριότητας των αξιωματικών. Η Ένωσις Κέντρου εκάλεσε την κυβέρνησιν να δώση εξηγήσεις προς την κοινήν γνώμην διά τας καταγγελίας περί καταρτισμού καταλόγων αξιωματικών οι οποίοι θεωρούνται ύποπτοι. Ο εκπρόσωπος του κόμματος εδήλωσεν ότι εις τον στρατόν δεν υπάρχει χώρος διά πολιτικάς οργανώσεις. Αξιωματικός μέλος του ΙΔΕΑ ανεκλήθη εις ενέργειαν κατόπιν αποφάσεως του υπουργείου. Η υπόθεσις θα συζητηθή εις την Βουλήν. bbox=[679, 1184, 813, 1415]
story-body: ΝΕΟΝ ΔΕΛΧΙ, 14. (Άσσοσ. Πρές). — Έγκυρα πληροφορία αναφέρουν ότι η πολιτική του Βιετνάμ και του Πακιστάν θα εξετασθή κατά την διάσκεψιν των τριών ηγετών των αδεσμεύτων χωρών Γιουγκοσλαυίας, Ινδίας και Ηνωμένης Αραβικής Δημοκρατίας. Η πρόθεσις του προέδρου Τίτο και του κ. Νάσσερ είναι να υποβάλουν σχέδιον επιλύσεως εις τας κυβερνήσεις του Ανόι και της Ουασιγκτώνος. Ο πρόεδρος της Ινδίας εδήλωσεν ότι η ειρήνη εις την Νοτιοανατολικήν Ασίαν αποτελεί την πρώτην προϋπόθεσιν διά την ανάπτυξιν των χωρών του τρίτου κόσμου. Αι δύο κυβερνήσεις θα κληθούν να αποδεχθούν μεσολάβησιν. bbox=[249, 269, 621, 604]
story-body: Υπό του Διαρκούς Στρατοδικείου Θεσσαλονίκης κατεδικάσθησαν διά λιποταξίαν και σωματικάς βλάβας στρατιώται εις φυλάκισιν δύο και τριών ετών. bbox=[6, 1086, 235, 1130]
story-typhoon bbox=[1377, 947, 1563, 1094]
headline: ΟΙ ΡΩΣΣΟΙ ΗΓΝΟΗΣΑΝ ΤΗΝ ΕΠΕΤΕΙΟΝ ΤΗΣ ΑΠΟΜΑΚΡΥΝΣΕΩΣ ΤΟΥ ΚΡΟΥΣΤΣΕΦ bbox=[837, 602, 964, 674]
column-world-news bbox=[987, 53, 1363, 2327]
headline: ΤΑ ΚΑΤΩΤΑΤΑ ΟΡΙΑ ΒΑΣΙΚΩΝ ΜΙΣΘΩΝ ΠΤΥΧΙΟΥΧΩΝ ΧΕΙΡΙΣΤΩΝ bbox=[8, 857, 233, 885]
story-body: ΤΑΜΠΙΚΟ, Μεξικόν, 14. (Άσσ. Πρές). — Ο αριθμός των νεκρών εκ του τυφώνος Ινέζ ανήλθεν εις 65. bbox=[1377, 990, 1563, 1022]
story-body: ΛΕΥΚΩΣΙΑ, 14. (Του ανταποκριτού μας). — Εκ των δηλώσεων του Τουρκοκυπρίου ηγέτου Τουράλ εμφαίνεται πλήρης αντίθεσις προς την πολιτικήν της τουρκικής κυβερνήσεως επί του Κυπριακού. Ο κ. Τουράλ υπεστήριξεν ότι αι τουρκοκυπριακαί κοινότητες δεν θα δεχθούν λύσιν χωρίς την συγκατάθεσίν των. bbox=[1114, 1079, 1363, 1189]
